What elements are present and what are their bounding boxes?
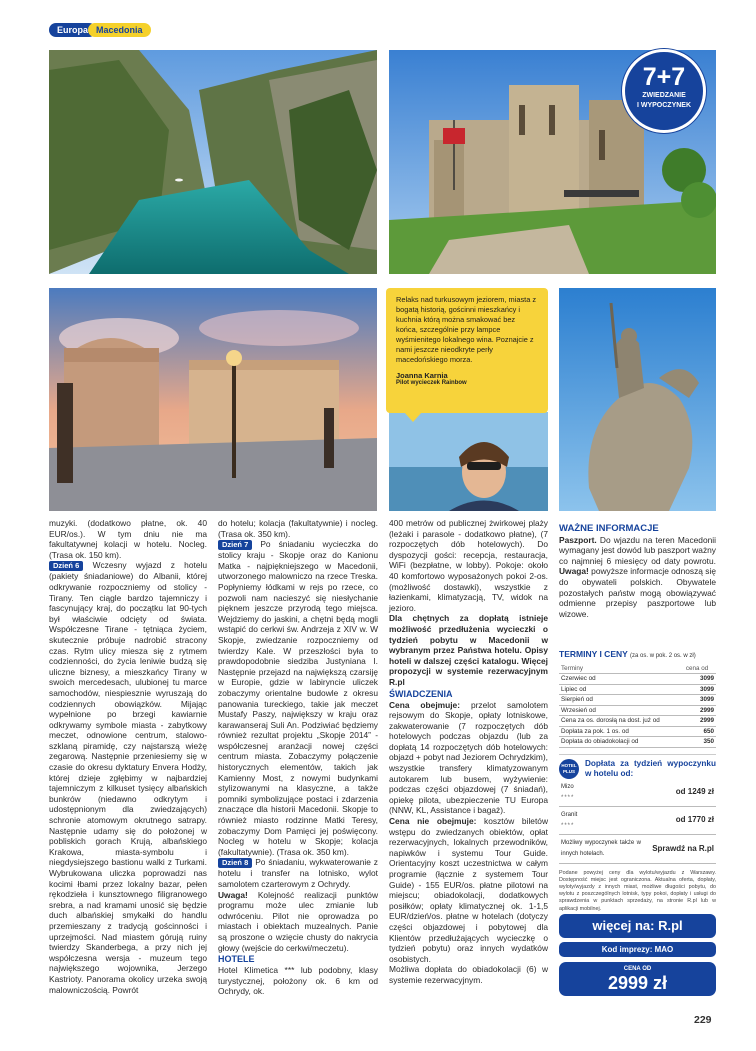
more-info-button[interactable]: więcej na: R.pl <box>559 914 716 938</box>
day-8-text: Po śniadaniu, wykwaterowanie z hotelu i transfer na lotnisko, wylot samolotem czarterowym z Ochrydy. <box>218 857 378 889</box>
photo-skopje-square <box>49 288 377 511</box>
terms-table <box>559 664 716 748</box>
badge-number: 7+7 <box>642 63 686 91</box>
price-box <box>559 962 716 996</box>
hotels-heading: HOTELE <box>218 954 255 965</box>
term-label: Sierpień od <box>559 695 684 706</box>
hotel-plus-section <box>559 754 716 864</box>
table-row <box>559 737 716 748</box>
day-7-text: Po śniadaniu wycieczka do stolicy kraju - Skopje oraz do Kanionu Matka - najpiękniejszego w Macedonii, utworzonego malowniczo na rzece Treska. Popłyniemy łódkami w rejs po rzece, co pozwoli nam nacieszyć się niesłychanie pięknem jeszcze przyrodą tego miejsca. Wejdziemy do jaskini, a chętni będą mogli wstąpić do cerkwi św. Andrzeja z XIV w. W Skopje, zwiedzanie rozpoczniemy od twierdzy Kale. W przeszłości była to prawdopodobnie siedziba Justyniana I. Następnie przejazd na największą czarsiję w Europie, gdzie w labiryncie uliczek zobaczymy orientalne budowle z okresu panowania tureckiego, takie jak meczet Mustafy Paszy, największy w kraju oraz karawanseraj Suli An. Podziwiać będziemy również rezultat projektu „Skopje 2014” - współczesnej aranżacji nowej części centrum miasta. Zobaczymy połączenie historycznych elementów, takich jak Kamienny Most, z nowymi budynkami stylizowanymi na klasyczne, a także pomniki symbolizujące postaci i zdarzenia znaczące dla historii Macedonii. Skopje to również miasto rodzinne Matki Teresy, zobaczymy Dom Pamięci jej poświęcony. Nocleg w hotelu w Skopje; kolacja (fakultatywnie). (Trasa ok. 350 km). <box>218 539 379 857</box>
hotel-stars: **** <box>561 794 575 801</box>
term-price: 2999 <box>684 716 716 727</box>
passport-warning-text: powyższe informacje odnoszą się do obywateli polskich. Obywatele pozostałych państw mogą obowiązywać odmienne przepisy paszportowe lub wizowe. <box>559 566 716 619</box>
terms-header-date: Terminy <box>559 664 684 674</box>
term-price: 2999 <box>684 705 716 716</box>
day-8-badge: Dzień 8 <box>218 858 252 868</box>
term-label: Cena za os. dorosłą na dost. już od <box>559 716 684 727</box>
text-column-3 <box>389 518 548 986</box>
price-includes <box>389 700 548 817</box>
text-column-4 <box>559 524 716 913</box>
terms-header-price: cena od <box>684 664 716 674</box>
hotel-stars: **** <box>561 822 575 829</box>
terms-subtitle: (za os. w pok. 2 os. w zł) <box>630 653 696 660</box>
important-info-heading: WAŻNE INFORMACJE <box>559 523 659 534</box>
term-label: Dopłata do obiadokolacji od <box>559 737 684 748</box>
term-label: Lipiec od <box>559 684 684 695</box>
terms-section <box>559 649 716 748</box>
term-price: 350 <box>684 737 716 748</box>
text-column-2 <box>218 518 378 997</box>
page-number: 229 <box>694 1014 712 1026</box>
day-7-badge: Dzień 7 <box>218 540 252 550</box>
table-row <box>559 674 716 685</box>
badge-line-1: ZWIEDZANIE <box>642 92 686 99</box>
term-price: 650 <box>684 726 716 737</box>
passport-info <box>559 535 716 620</box>
term-price: 3099 <box>684 695 716 706</box>
day-6-text: Wczesny wyjazd z hotelu (pakiety śniadaniowe) do Albanii, której odkrywanie rozpoczniemy od stolicy - Tirany. Ten ciągle bardzo tajemniczy i fascynujący kraj, do początku lat 90-tych był właściwie odcięty od świata. Współczesne Tirane - tętniąca życiem, skutecznie próbuje nadrobić stracony czas. Rytm ulicy miesza się z rytmem codzienności, do życia leniwie budzą się uliczne biznesy, a mieszkańcy Tirany w swoich mercedesach, ulubionej tu marce samochodów, niespiesznie wyruszają do codziennych obowiązków. Mijając wypełnione po brzegi kawiarnie odkrywamy symbole miasta - zabytkowy meczet, odnowione centrum, stalowo-szklaną piramidę, czy najstarszą wieżę zegarową. Następnie przeniesiemy się w czasie do okresu dyktatury Envera Hodży, której dzieje zgłębimy w najbardziej tajemniczym z kilkuset tysięcy albańskich bunkrów (niedawno odkrytym i udostępnionym dla zwiedzających) schronie atomowym okrutnego satrapy. Następnie udamy się do położonej w pobliskich gorach Krują, albańskiego Krakowa, miasta-symbolu i niegdysiejszego bastionu walki z Turkami. Wybrukowana uliczka poprowadzi nas kocimi łbami przez lokalny bazar, pełen rękodzieła i kunsztownego filigranowego srebra, a nad kramami unosić się będzie duch albańskiej smykałki do handlu przemieszany z tradycją gościnności i uprzejmości. Nad miastem górują ruiny twierdzy Skanderbega, a przy nich jej współczesna wersja - muzeum tego największego wojownika, Jerzego Kastrioty. Panorama okolicy urzeka swoją malowniczością. Powrót <box>49 560 208 995</box>
badge-line-2: I WYPOCZYNEK <box>636 102 692 109</box>
excludes-label: Cena nie obejmuje: <box>389 816 477 827</box>
term-label: Wrzesień od <box>559 705 684 716</box>
program-day-6 <box>49 560 207 995</box>
quote-author-role: Pilot wycieczek Rainbow <box>396 380 467 386</box>
passport-warning-label: Uwaga! <box>559 566 589 577</box>
hotel-option <box>559 779 716 807</box>
passport-label: Paszport. <box>559 534 597 545</box>
price-value: 2999 zł <box>607 973 668 993</box>
fine-print: Podane powyżej ceny dla wylotu/wyjazdu z Warszawy. Dostępność miejsc jest ograniczona. Aktualna oferta, dopłaty, wyloty/wyjazdy z innych miast, możliwe długości pobytu, do wylotu z poszczególnych lotnisk, typy pokoi, dopłaty i usługi do sprawdzenia w punktach sprzedaży, na stronie R.pl lub w aplikacji mobilnej. <box>559 869 716 912</box>
tour-type-badge <box>622 49 706 133</box>
excludes-text: kosztów biletów wstępu do zwiedzanych obiektów, opłat rezerwacyjnych, lokalnych przewodników, napiwków i systemu Tour Guide. Orientacyjny koszt uczestnictwa w całym programie (łącznie z systemem Tour Guide) - 155 EUR/os. płatne pilotowi na miejscu; obiadokolacji, dodatkowych posiłków; opłaty klimatycznej ok. 1-1,5 EUR/dzień/os. płatne w hotelach (dotyczy części objazdowej i pobytowej dla Klientów przedłużających wycieczkę o tydzień pobytu) oraz innych wydatków osobistych. <box>389 816 549 964</box>
term-price: 3099 <box>684 674 716 685</box>
hotel-option <box>559 807 716 835</box>
term-price: 3099 <box>684 684 716 695</box>
day-6-badge: Dzień 6 <box>49 561 83 571</box>
program-note <box>218 890 378 954</box>
table-row <box>559 726 716 737</box>
terms-heading <box>559 649 716 662</box>
table-row <box>559 716 716 727</box>
hotel-plus-logo-icon <box>559 759 579 779</box>
term-label: Dopłata za pok. 1 os. od <box>559 726 684 737</box>
terms-title: TERMINY I CENY <box>559 649 628 660</box>
note-label: Uwaga! <box>218 889 248 900</box>
text-column-1 <box>49 518 207 995</box>
hotel-option-more <box>559 835 716 863</box>
photo-statue <box>559 288 716 511</box>
photo-pilot <box>389 412 548 511</box>
services-heading: ŚWIADCZENIA <box>389 688 453 699</box>
hotel-price: od 1770 zł <box>675 815 714 825</box>
price-label: CENA OD <box>623 966 652 972</box>
extension-offer: Dla chętnych za dopłatą istnieje możliwość przedłużenia wycieczki o tydzień pobytu w Macedonii w wybranym przez Państwa hotelu. Opisy hoteli w dalszej części katalogu. Więcej propozycji w systemie rezerwacyjnym R.pl <box>389 613 548 687</box>
note-text: Kolejność realizacji punktów programu może ulec zmianie lub odwróceniu. Pilot nie oprowadza po miastach i obiektach muzealnych. Panie są proszone o wzięcie chusty do nakrycia głowy (wejście do cerkwi/meczetu). <box>218 889 379 953</box>
table-row <box>559 684 716 695</box>
hotel-logo-line-2: PLUS <box>562 768 575 774</box>
hotel-plus-title: Dopłata za tydzień wypoczynku w hotelu od: <box>585 758 716 778</box>
tour-code: Kod imprezy: MAO <box>559 942 716 957</box>
hotels-text: Hotel Klimetica *** lub podobny, klasy turystycznej, położony ok. 6 km od Ochrydy, ok. <box>218 965 378 997</box>
photo-matka-canyon <box>49 50 377 274</box>
country-tag: Macedonia <box>88 23 151 37</box>
more-hotels-link[interactable]: Sprawdź na R.pl <box>652 843 714 853</box>
hotel-price: od 1249 zł <box>675 787 714 797</box>
hotel-logo-line-1: HOTEL <box>561 762 577 768</box>
program-day-8 <box>218 857 378 889</box>
term-label: Czerwiec od <box>559 674 684 685</box>
hotel-plus-header <box>559 759 716 779</box>
program-paragraph: do hotelu; kolacja (fakultatywnie) i nocleg. (Trasa ok. 350 km). <box>218 518 378 539</box>
includes-text: przelot samolotem rejsowym do Skopje, opłaty lotniskowe, zakwaterowanie (7 rozpoczętych dób hotelowych podczas objazdu (lub za dopłatą 14 rozpoczętych dób hotelowych: objazd + pobyt nad Jeziorem Ochrydzkim), wszystkie transfery klimatyzowanym autokarem lub busem, wyżywienie: podczas części objazdowej (7 śniadań), opiekę pilota, ubezpieczenie TU Europa (NNW, KL, Assistance i bagaż). <box>389 699 548 816</box>
more-hotels-label: Możliwy wypoczynek także w innych hotelach. <box>561 840 641 857</box>
pilot-quote-box <box>386 288 548 413</box>
passport-text: Do wjazdu na teren Macedonii wymagany jest dowód lub paszport ważny co najmniej 6 miesięcy od daty powrotu. <box>559 534 716 566</box>
program-day-7 <box>218 539 378 857</box>
hotel-name: Mizo <box>561 783 574 790</box>
region-tag: Europa <box>49 23 96 37</box>
terms-header-row <box>559 664 716 674</box>
table-row <box>559 705 716 716</box>
hotel-name: Granit <box>561 812 578 819</box>
price-excludes <box>389 816 548 964</box>
includes-label: Cena obejmuje: <box>389 699 460 710</box>
hotel-description: 400 metrów od publicznej żwirkowej plaży (leżaki i parasole - dodatkowo płatne), (7 rozpoczętych dób hotelowych). Do dyspozycji gości: recepcja, restauracja, WiFi (bezpłatne, w lobby). Pokoje: około 40 komfortowo wyposażonych pokoi 2-os. (możliwość dostawki), wszystkie z łazienkami, klimatyzacją, TV, widok na jezioro. <box>389 518 548 613</box>
table-row <box>559 695 716 706</box>
quote-text: Relaks nad turkusowym jeziorem, miasta z bogatą historią, gościnni mieszkańcy i kuchnia którą można smakować bez końca, szczególnie przy lampce wyśmienitego lokalnego wina. Poznajcie z nami jeszcze nieodkryte perły macedońskiego morza. <box>396 295 537 364</box>
program-paragraph: muzyki. (dodatkowo płatne, ok. 40 EUR/os.). W tym dniu nie ma fakultatywnej kolacji w hotelu. Nocleg. (Trasa ok. 150 km). <box>49 518 207 560</box>
dinner-supplement-note: Możliwa dopłata do obiadokolacji (6) w systemie rezerwacyjnym. <box>389 964 548 985</box>
quote-author: Joanna Karnia <box>396 371 448 380</box>
